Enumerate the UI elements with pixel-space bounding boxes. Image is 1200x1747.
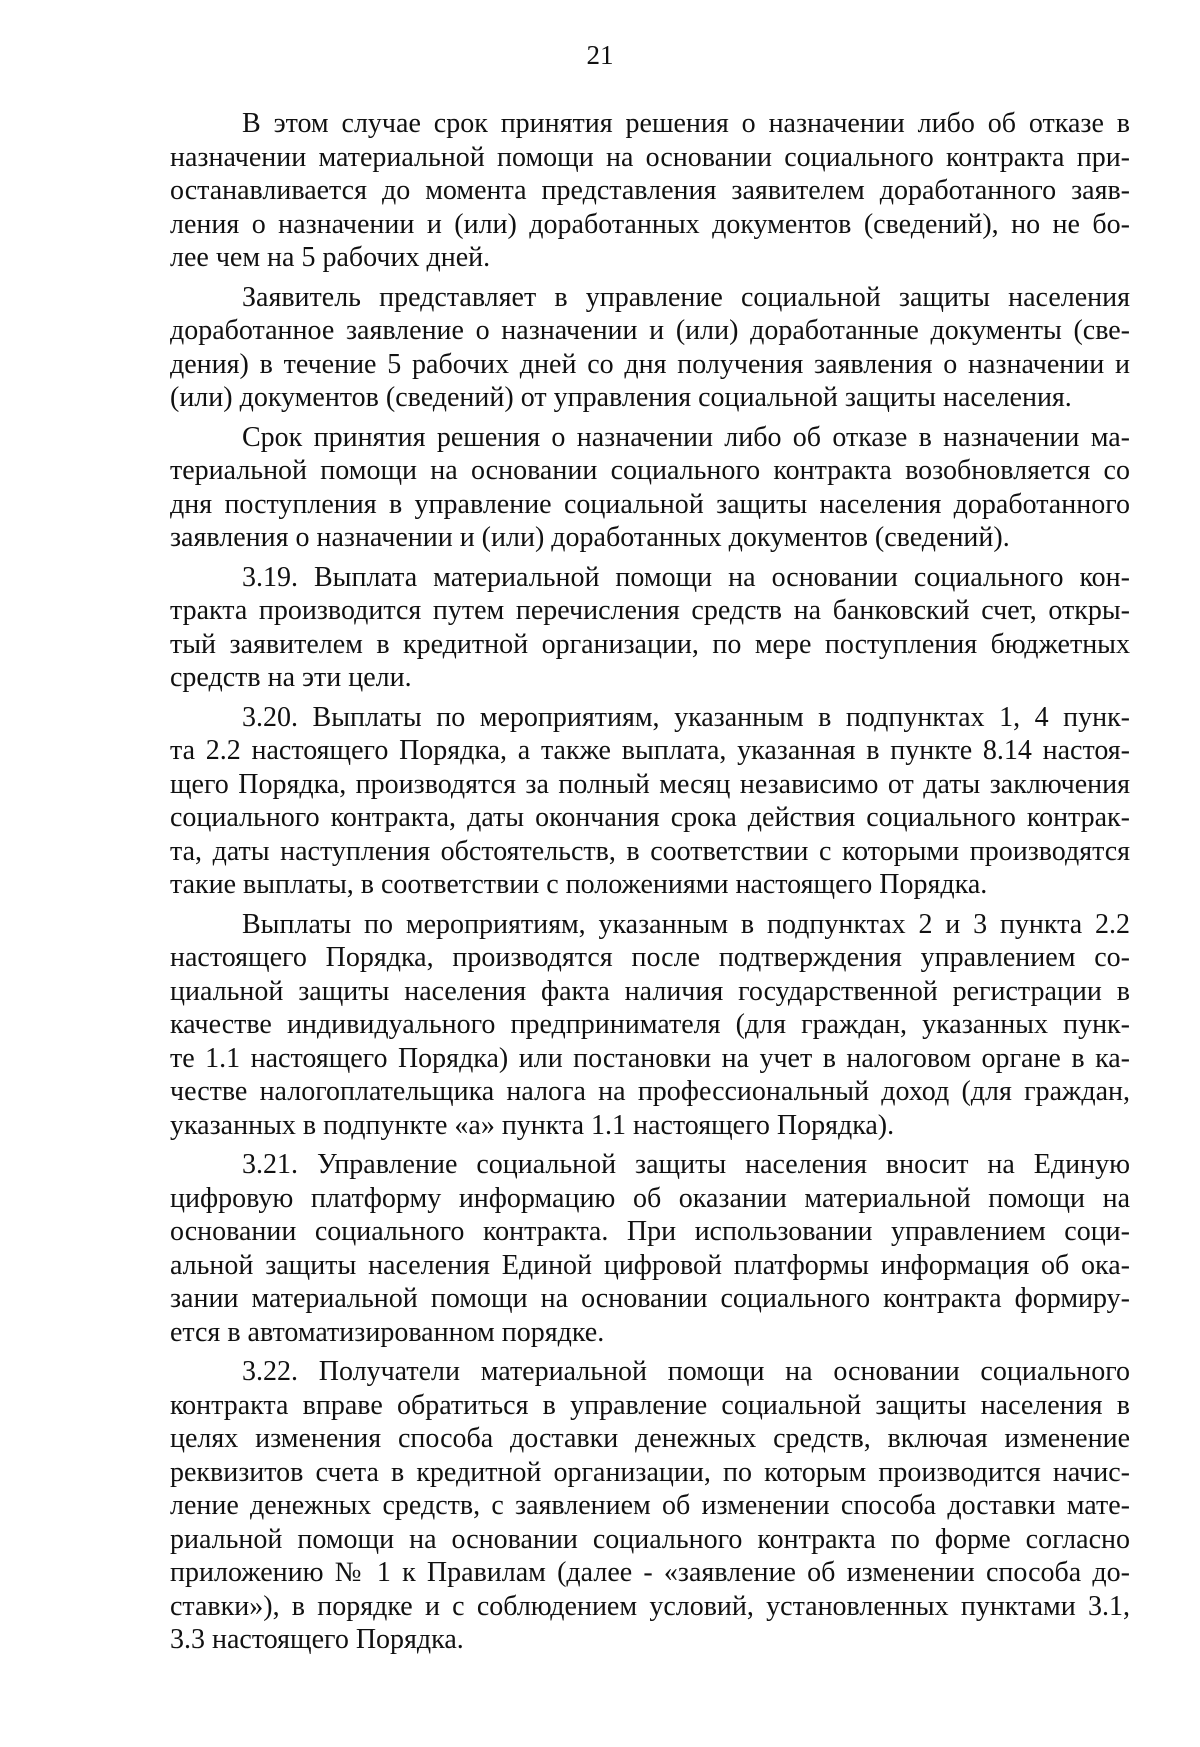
text-line: та 2.2 настоящего Порядка, а также выплата, указанная в пункте 8.14 настоя- bbox=[170, 735, 1130, 766]
text-line: ление денежных средств, с заявлением об изменении способа доставки мате- bbox=[170, 1490, 1130, 1521]
text-line: 3.20. Выплаты по мероприятиям, указанным в подпунктах 1, 4 пунк- bbox=[242, 701, 1130, 733]
paragraph bbox=[170, 908, 1130, 1143]
text-line: Срок принятия решения о назначении либо об отказе в назначении ма- bbox=[242, 421, 1130, 453]
text-line: приложению № 1 к Правилам (далее - «заявление об изменении способа до- bbox=[170, 1557, 1130, 1588]
document-body bbox=[170, 107, 1130, 1663]
text-line: тый заявителем в кредитной организации, по мере поступления бюджетных bbox=[170, 628, 1130, 660]
paragraph bbox=[170, 281, 1130, 415]
text-line: останавливается до момента представления заявителем доработанного заяв- bbox=[170, 175, 1130, 206]
text-line: Выплаты по мероприятиям, указанным в подпунктах 2 и 3 пункта 2.2 bbox=[242, 908, 1130, 940]
text-line: альной защиты населения Единой цифровой платформы информация об ока- bbox=[170, 1249, 1130, 1281]
text-line: (или) документов (сведений) от управления социальной защиты населения. bbox=[170, 382, 1072, 413]
text-line: настоящего Порядка, производятся после подтверждения управлением со- bbox=[170, 942, 1130, 973]
text-line: те 1.1 настоящего Порядка) или постановки на учет в налоговом органе в ка- bbox=[170, 1042, 1130, 1074]
text-line: такие выплаты, в соответствии с положениями настоящего Порядка. bbox=[170, 869, 988, 900]
paragraph bbox=[170, 107, 1130, 275]
text-line: 3.19. Выплата материальной помощи на основании социального кон- bbox=[242, 561, 1130, 593]
page-number: 21 bbox=[586, 40, 614, 70]
text-line: лее чем на 5 рабочих дней. bbox=[170, 242, 491, 273]
text-line: та, даты наступления обстоятельств, в соответствии с которыми производятся bbox=[170, 835, 1130, 867]
text-line: ставки»), в порядке и с соблюдением условий, установленных пунктами 3.1, bbox=[170, 1590, 1130, 1622]
text-line: дения) в течение 5 рабочих дней со дня получения заявления о назначении и bbox=[170, 348, 1130, 380]
text-line: контракта вправе обратиться в управление социальной защиты населения в bbox=[170, 1389, 1130, 1421]
text-line: цифровую платформу информацию об оказании материальной помощи на bbox=[170, 1182, 1130, 1214]
text-line: щего Порядка, производятся за полный месяц независимо от даты заключения bbox=[170, 768, 1130, 800]
paragraph bbox=[170, 1148, 1130, 1349]
text-line: риальной помощи на основании социального контракта по форме согласно bbox=[170, 1523, 1130, 1555]
text-line: целях изменения способа доставки денежных средств, включая изменение bbox=[170, 1423, 1130, 1454]
text-line: 3.22. Получатели материальной помощи на основании социального bbox=[242, 1356, 1130, 1387]
text-line: средств на эти цели. bbox=[170, 662, 412, 693]
text-line: социального контракта, даты окончания срока действия социального контрак- bbox=[170, 802, 1130, 833]
text-line: В этом случае срок принятия решения о назначении либо об отказе в bbox=[242, 108, 1130, 139]
text-line: 3.3 настоящего Порядка. bbox=[170, 1624, 464, 1655]
text-line: ления о назначении и (или) доработанных документов (сведений), но не бо- bbox=[170, 208, 1130, 240]
text-line: 3.21. Управление социальной защиты населения вносит на Единую bbox=[242, 1149, 1130, 1180]
text-line: ется в автоматизированном порядке. bbox=[170, 1316, 605, 1348]
paragraph bbox=[170, 701, 1130, 902]
text-line: доработанное заявление о назначении и (или) доработанные документы (све- bbox=[170, 315, 1130, 346]
text-line: заявления о назначении и (или) доработанных документов (сведений). bbox=[170, 522, 1010, 553]
text-line: Заявитель представляет в управление социальной защиты населения bbox=[242, 281, 1130, 313]
text-line: качестве индивидуального предпринимателя (для граждан, указанных пунк- bbox=[170, 1009, 1130, 1040]
text-line: честве налогоплательщика налога на профессиональный доход (для граждан, bbox=[170, 1076, 1130, 1107]
text-line: зании материальной помощи на основании социального контракта формиру- bbox=[170, 1283, 1130, 1314]
text-line: тракта производится путем перечисления средств на банковский счет, откры- bbox=[170, 595, 1130, 626]
text-line: дня поступления в управление социальной защиты населения доработанного bbox=[170, 488, 1130, 520]
text-line: реквизитов счета в кредитной организации, по которым производится начис- bbox=[170, 1456, 1130, 1488]
text-line: назначении материальной помощи на основании социального контракта при- bbox=[170, 141, 1130, 173]
paragraph bbox=[170, 421, 1130, 555]
paragraph bbox=[170, 561, 1130, 695]
paragraph bbox=[170, 1355, 1130, 1657]
text-line: основании социального контракта. При использовании управлением соци- bbox=[170, 1216, 1130, 1247]
text-line: териальной помощи на основании социального контракта возобновляется со bbox=[170, 455, 1130, 486]
text-line: циальной защиты населения факта наличия государственной регистрации в bbox=[170, 975, 1130, 1007]
text-line: указанных в подпункте «а» пункта 1.1 настоящего Порядка). bbox=[170, 1109, 895, 1141]
